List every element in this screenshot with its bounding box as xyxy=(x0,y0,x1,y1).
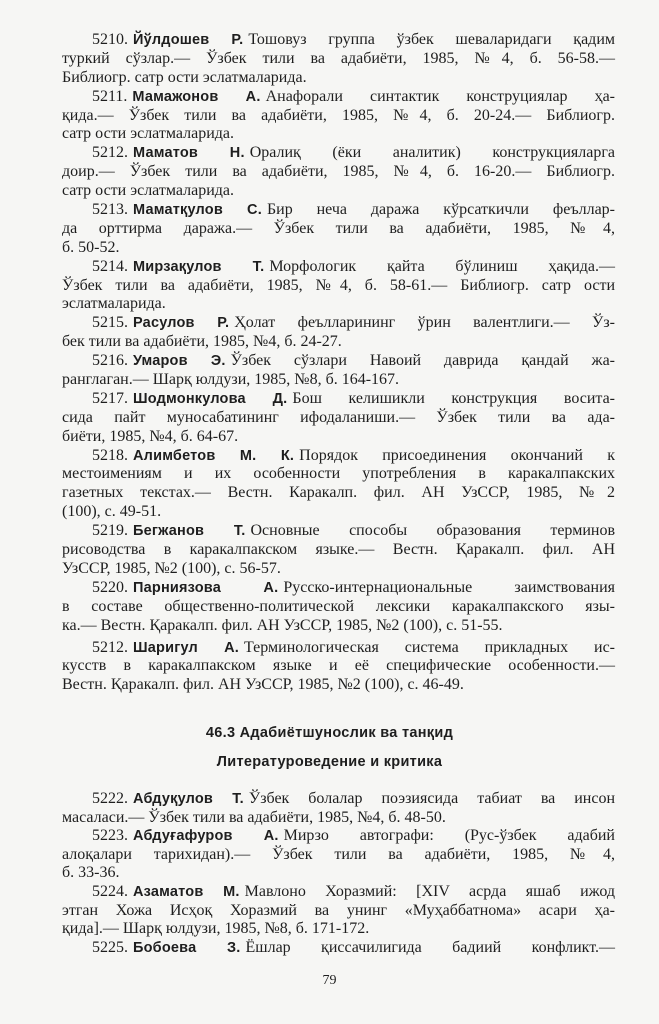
bibliography-entry xyxy=(62,790,615,827)
bibliography-entry xyxy=(62,883,615,939)
entry-text: қида].— Шарқ юлдузи, 1985, №8, б. 171-172. xyxy=(62,920,370,938)
bibliography-entry xyxy=(62,522,615,579)
entry-line xyxy=(62,31,615,50)
entry-text: газетных текстах.— Вестн. Каракалп. фил. АН УзССР, 1985, №2 xyxy=(62,484,615,502)
entry-author: Азаматов М. xyxy=(133,883,240,900)
bibliography-entries-bottom xyxy=(62,790,615,957)
entry-line xyxy=(62,50,615,69)
entry-text: да орттирма даража.— Ўзбек тили ва адабиёти, 1985, №4, xyxy=(62,219,615,237)
entry-text: сатр ости эслатмаларида. xyxy=(62,125,235,143)
entry-text: рисоводства в каракалпакском языке.— Вестн. Қаракалп. фил. АН xyxy=(62,541,615,559)
entry-line xyxy=(62,541,615,560)
entry-line xyxy=(62,579,615,598)
entry-line xyxy=(62,939,615,958)
entry-author: Мирзақулов Т. xyxy=(133,258,265,275)
entry-text: б. 50-52. xyxy=(62,238,120,256)
entry-line xyxy=(62,314,615,333)
bibliography-entry xyxy=(62,639,615,696)
entry-text: эслатмаларида. xyxy=(62,295,166,313)
bibliography-entry xyxy=(62,258,615,315)
entry-text: в составе общественно-политической лексики каракалпакского язы- xyxy=(62,597,615,615)
entry-number: 5219. xyxy=(92,522,128,540)
entry-line xyxy=(62,920,615,939)
entry-text: алоқалари тарихидан).— Ўзбек тили ва адабиёти, 1985, №4, xyxy=(62,845,615,863)
entry-line xyxy=(62,790,615,809)
entry-line xyxy=(62,827,615,846)
entry-text: Порядок присоединения окончаний к xyxy=(299,446,616,464)
entry-author: Мамажонов А. xyxy=(132,88,261,105)
entry-line xyxy=(62,846,615,865)
entry-number: 5211. xyxy=(92,87,128,105)
entry-line xyxy=(62,503,615,522)
bibliography-entry xyxy=(62,939,615,958)
entry-number: 5218. xyxy=(92,446,128,464)
entry-line xyxy=(62,428,615,447)
entry-number: 5222. xyxy=(92,790,128,807)
entry-text: Тошовуз группа ўзбек шеваларидаги қадим xyxy=(248,31,616,48)
entry-text: кусств в каракалпакском языке и её специфические особенности.— xyxy=(62,657,615,675)
entry-line xyxy=(62,484,615,503)
entry-text: (100), с. 49-51. xyxy=(62,503,162,521)
entry-author: Маматов Н. xyxy=(133,145,245,162)
entry-text: Бир неча даража кўрсаткичли феъллар- xyxy=(266,201,616,219)
bibliography-entry xyxy=(62,352,615,390)
entry-line xyxy=(62,809,615,828)
entry-text: доир.— Ўзбек тили ва адабиёти, 1985, №4, б. 16-20.— Библиогр. xyxy=(62,163,615,181)
entry-line xyxy=(62,295,615,314)
entry-line xyxy=(62,676,615,695)
entry-text: Бош келишикли конструкция восита- xyxy=(292,389,615,407)
entry-line xyxy=(62,201,615,220)
bibliography-entry xyxy=(62,31,615,88)
entry-text: масаласи.— Ўзбек тили ва адабиёти, 1985, №4, б. 48-50. xyxy=(62,808,446,826)
entry-text: Ўзбек тили ва адабиёти, 1985, №4, б. 58-61.— Библиогр. сатр ости xyxy=(62,276,615,294)
entry-text: Ҳолат феълларининг ўрин валентлиги.— Ўз- xyxy=(234,314,616,332)
entry-text: УзССР, 1985, №2 (100), с. 56-57. xyxy=(62,559,281,577)
bibliography-entry xyxy=(62,144,615,201)
entry-line xyxy=(62,447,615,466)
bibliography-entry xyxy=(62,314,615,352)
entry-text: Ўзбек сўзлари Навоий даврида қандай жа- xyxy=(230,352,616,370)
entry-number: 5216. xyxy=(92,352,128,370)
entry-author: Расулов Р. xyxy=(133,315,230,332)
entry-text: Библиогр. сатр ости эслатмаларида. xyxy=(62,68,307,86)
bibliography-entry xyxy=(62,827,615,883)
bibliography-entry xyxy=(62,201,615,258)
entry-number: 5223. xyxy=(92,827,128,845)
entry-text: туркий сўзлар.— Ўзбек тили ва адабиёти, 1985, №4, б. 56-58.— xyxy=(62,49,615,67)
bibliography-entries-top xyxy=(62,31,615,695)
entry-line xyxy=(62,182,615,201)
entry-number: 5224. xyxy=(92,882,128,900)
bibliography-entry xyxy=(62,447,615,523)
entry-number: 5217. xyxy=(92,389,128,407)
entry-text: Основные способы образования терминов xyxy=(250,522,615,540)
entry-number: 5220. xyxy=(92,578,128,596)
entry-author: Йўлдошев Р. xyxy=(133,32,244,48)
entry-text: Русско-интернациональные заимствования xyxy=(283,578,615,596)
entry-text: Оралиқ (ёки аналитик) конструкцияларга xyxy=(249,144,615,162)
entry-text: сида пайт муносабатининг ифодаланиши.— Ўзбек тили ва ада- xyxy=(62,408,615,426)
entry-line xyxy=(62,163,615,182)
entry-line xyxy=(62,88,615,107)
entry-number: 5215. xyxy=(92,314,128,332)
entry-line xyxy=(62,125,615,144)
entry-text: этган Хожа Исҳоқ Хоразмий ва унинг «Муҳаббатнома» асари ҳа- xyxy=(62,901,615,919)
entry-line xyxy=(62,864,615,883)
entry-text: Мирзо автографи: (Рус-ўзбек адабий xyxy=(283,827,615,845)
entry-line xyxy=(62,220,615,239)
entry-line xyxy=(62,69,615,88)
entry-number: 5210. xyxy=(92,31,128,48)
entry-text: Вестн. Қаракалп. фил. АН УзССР, 1985, №2 (100), с. 46-49. xyxy=(62,676,464,694)
entry-text: ранглаган.— Шарқ юлдузи, 1985, №8, б. 164-167. xyxy=(62,371,400,389)
entry-line xyxy=(62,883,615,902)
section-heading: 46.3 Адабиётшунослик ва танқид xyxy=(205,725,454,741)
entry-line xyxy=(62,617,615,636)
entry-line xyxy=(62,390,615,409)
entry-number: 5212. xyxy=(92,144,128,162)
entry-author: Алимбетов М. К. xyxy=(133,447,295,464)
entry-line xyxy=(62,902,615,921)
entry-author: Шодмонкулова Д. xyxy=(133,390,288,407)
entry-line xyxy=(62,522,615,541)
entry-text: местоимениям и их особенности употребления в каракалпакских xyxy=(62,465,615,483)
entry-line xyxy=(62,657,615,676)
entry-text: сатр ости эслатмаларида. xyxy=(62,182,235,200)
entry-author: Бобоева З. xyxy=(133,939,241,956)
entry-text: Анафорали синтактик конструциялар ҳа- xyxy=(265,87,615,105)
entry-text: Ёшлар қиссачилигида бадиий конфликт.— xyxy=(245,938,616,956)
entry-text: Мавлоно Хоразмий: [XIV асрда яшаб ижод xyxy=(244,882,615,900)
entry-line xyxy=(62,560,615,579)
section-subheading: Литературоведение и критика xyxy=(216,754,443,770)
entry-author: Парниязова А. xyxy=(133,579,279,596)
entry-author: Абдуғафуров А. xyxy=(133,828,279,845)
bibliography-entry xyxy=(62,390,615,447)
entry-line xyxy=(62,107,615,126)
entry-line xyxy=(62,598,615,617)
entry-number: 5214. xyxy=(92,257,128,275)
entry-number: 5225. xyxy=(92,938,128,956)
entry-author: Умаров Э. xyxy=(133,353,226,370)
entry-number: 5213. xyxy=(92,201,128,219)
entry-line xyxy=(62,239,615,258)
entry-text: қида.— Ўзбек тили ва адабиёти, 1985, №4, б. 20-24.— Библиогр. xyxy=(62,106,615,124)
entry-text: б. 33-36. xyxy=(62,864,120,882)
entry-line xyxy=(62,352,615,371)
entry-number: 5212. xyxy=(92,638,128,656)
bibliography-entry xyxy=(62,579,615,636)
entry-text: Морфологик қайта бўлиниш ҳақида.— xyxy=(269,257,616,275)
entry-text: ка.— Вестн. Қаракалп. фил. АН УзССР, 1985, №2 (100), с. 51-55. xyxy=(62,616,503,634)
entry-text: Ўзбек болалар поэзиясида табиат ва инсон xyxy=(248,790,616,807)
entry-line xyxy=(62,409,615,428)
entry-author: Бегжанов Т. xyxy=(133,523,246,540)
entry-line xyxy=(62,333,615,352)
entry-line xyxy=(62,144,615,163)
entry-author: Абдуқулов Т. xyxy=(133,791,244,807)
entry-line xyxy=(62,277,615,296)
entry-line xyxy=(62,258,615,277)
entry-text: Терминологическая система прикладных ис- xyxy=(244,638,616,656)
bibliography-entry xyxy=(62,88,615,145)
entry-author: Шаригул А. xyxy=(133,639,239,656)
entry-author: Маматқулов С. xyxy=(133,202,262,219)
entry-line xyxy=(62,639,615,658)
entry-text: бек тили ва адабиёти, 1985, №4, б. 24-27. xyxy=(62,333,342,351)
entry-line xyxy=(62,465,615,484)
page-number: 79 xyxy=(322,973,337,988)
entry-line xyxy=(62,371,615,390)
entry-text: биёти, 1985, №4, б. 64-67. xyxy=(62,427,239,445)
